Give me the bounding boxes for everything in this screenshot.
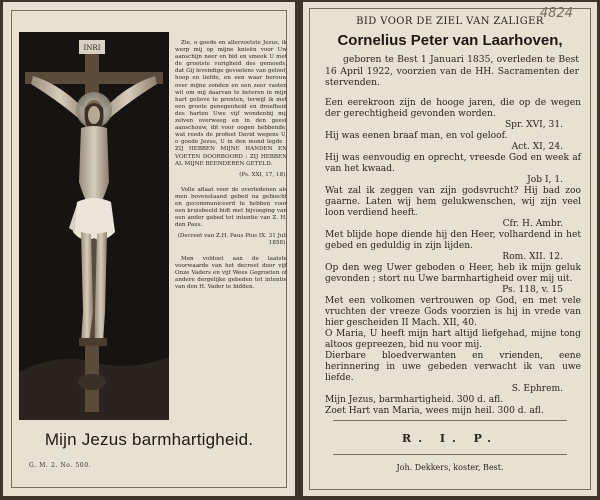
- verse-text: Wat zal ik zeggen van zijn godsvrucht? Hij bad zoo gaarne. Laten wij hem gelukwenschen, wij zijn veel loon verdiend heeft.: [325, 186, 581, 218]
- rip-label: R. I. P.: [402, 432, 498, 445]
- verse-source: Ps. 118, v. 15: [502, 285, 563, 295]
- verse-source: Cfr. H. Ambr.: [502, 219, 563, 229]
- verse-text: Een eerekroon zijn de hooge jaren, die op de wegen der gerechtigheid gevonden worden.: [325, 98, 581, 119]
- printer-credit: Joh. Dekkers, koster, Best.: [396, 463, 504, 472]
- handwritten-number: 4824: [539, 6, 573, 21]
- prayer-card-front: [3, 2, 295, 496]
- verse-text: Dierbare bloedverwanten en vrienden, eene herinnering in uwe gebeden verwacht ik van uwe liefde.: [325, 351, 581, 383]
- card-caption: Mijn Jezus barmhartigheid.: [44, 430, 254, 449]
- birth-death-details: geboren te Best 1 Januari 1835, overleden te Best 16 April 1922, voorzien van de HH. Sacramenten der stervenden.: [325, 54, 579, 88]
- crucifix-image: [19, 32, 169, 420]
- divider: [333, 454, 567, 455]
- printer-code: G. M. 2. No. 500.: [29, 462, 92, 469]
- decree-reference: (Decreet van Z.H. Paus Pius IX. 31 Juli 1858).: [177, 233, 287, 247]
- verse-source: Job I, 1.: [527, 175, 563, 185]
- crucifix-illustration: [19, 32, 169, 420]
- verse-text: Op den weg Uwer geboden o Heer, heb ik mijn geluk gevonden ; stort nu Uwe barmhartigheid over mij uit.: [325, 263, 581, 284]
- verse-source: S. Ephrem.: [511, 384, 563, 394]
- memorial-verses: [325, 98, 581, 417]
- indulgence-paragraph: Volle aflaat voor de overledenen als men bovenstaand gebed na gebiecht en gecommuniceerd te hebben voor een kruisbeeld bidt met bijvoeging van een ander gebed tot intentie van Z. H. den Paus.: [175, 186, 287, 229]
- verse-text: Met blijde hope diende hij den Heer, volhardend in het gebed en geduldig in zijn lijden.: [325, 230, 581, 251]
- psalm-reference: (Ps. XXI, 17, 18).: [239, 171, 287, 178]
- divider: [333, 420, 567, 421]
- crucifix-prayer: [175, 40, 287, 295]
- prayer-paragraph: Zie, o goede en allerzoetste Jezus, ik werp mij op mijne knieën voor Uw aanschijn neer en bid en smeek U met de grootste vurigheid des gemoeds, dat Gij levendige gevoelens van geloof, hoop en liefde, en een waar berouw over mijne zonden en een zeer vasten wil om mij daarvan te beteren in mijn hart gelieve te prenten, terwijl ik met een groote genegenheid en droefheid des harten Uwe vijf wondenbij mij zelven overweeg en in den geest aanschouw, dit voor oogen hebbende, wat reeds de profeet David wegens U, o goede Jezus, U in den mond legde : ZIJ HEBBEN MIJNE HANDEN EN VOETEN DOORBOORD : ZIJ HEBBEN AL MIJNE BEENDEREN GETELD.: [175, 40, 287, 167]
- verse-source: Act. XI, 24.: [511, 142, 563, 152]
- verse-text: Mijn Jezus, barmhartigheid. 300 d. afl.: [325, 395, 504, 405]
- verse-text: O Maria, U heeft mijn hart altijd liefgehad, mijne tong altoos gepreezen, bid nu voor mij.: [325, 329, 581, 350]
- deceased-name: Cornelius Peter van Laarhoven,: [337, 32, 563, 49]
- condition-paragraph: Men voldoet aan de laatste voorwaarde van het decreet door vijf Onze Vaders en vijf Wees Gegroeten of andere dergelijke gebeden tot intentie van den H. Vader te bidden.: [175, 255, 287, 290]
- prayer-card-back: [303, 2, 597, 496]
- verse-source: Spr. XVI, 31.: [504, 120, 563, 130]
- verse-text: Zoet Hart van Maria, wees mijn heil. 300 d. afl.: [325, 406, 544, 416]
- inri-label: INRI: [83, 44, 101, 52]
- verse-text: Met een volkomen vertrouwen op God, en met vele vruchten der vreeze Gods voorzien is hij in vrede van hier gescheiden II Mach. XII, 40.: [325, 296, 581, 328]
- card-title: BID VOOR DE ZIEL VAN ZALIGER: [356, 16, 544, 27]
- verse-text: Hij was eenvoudig en oprecht, vreesde God en week af van het kwaad.: [325, 153, 581, 174]
- verse-source: Rom. XII. 12.: [502, 252, 563, 262]
- verse-text: Hij was eenen braaf man, en vol geloof.: [325, 131, 508, 141]
